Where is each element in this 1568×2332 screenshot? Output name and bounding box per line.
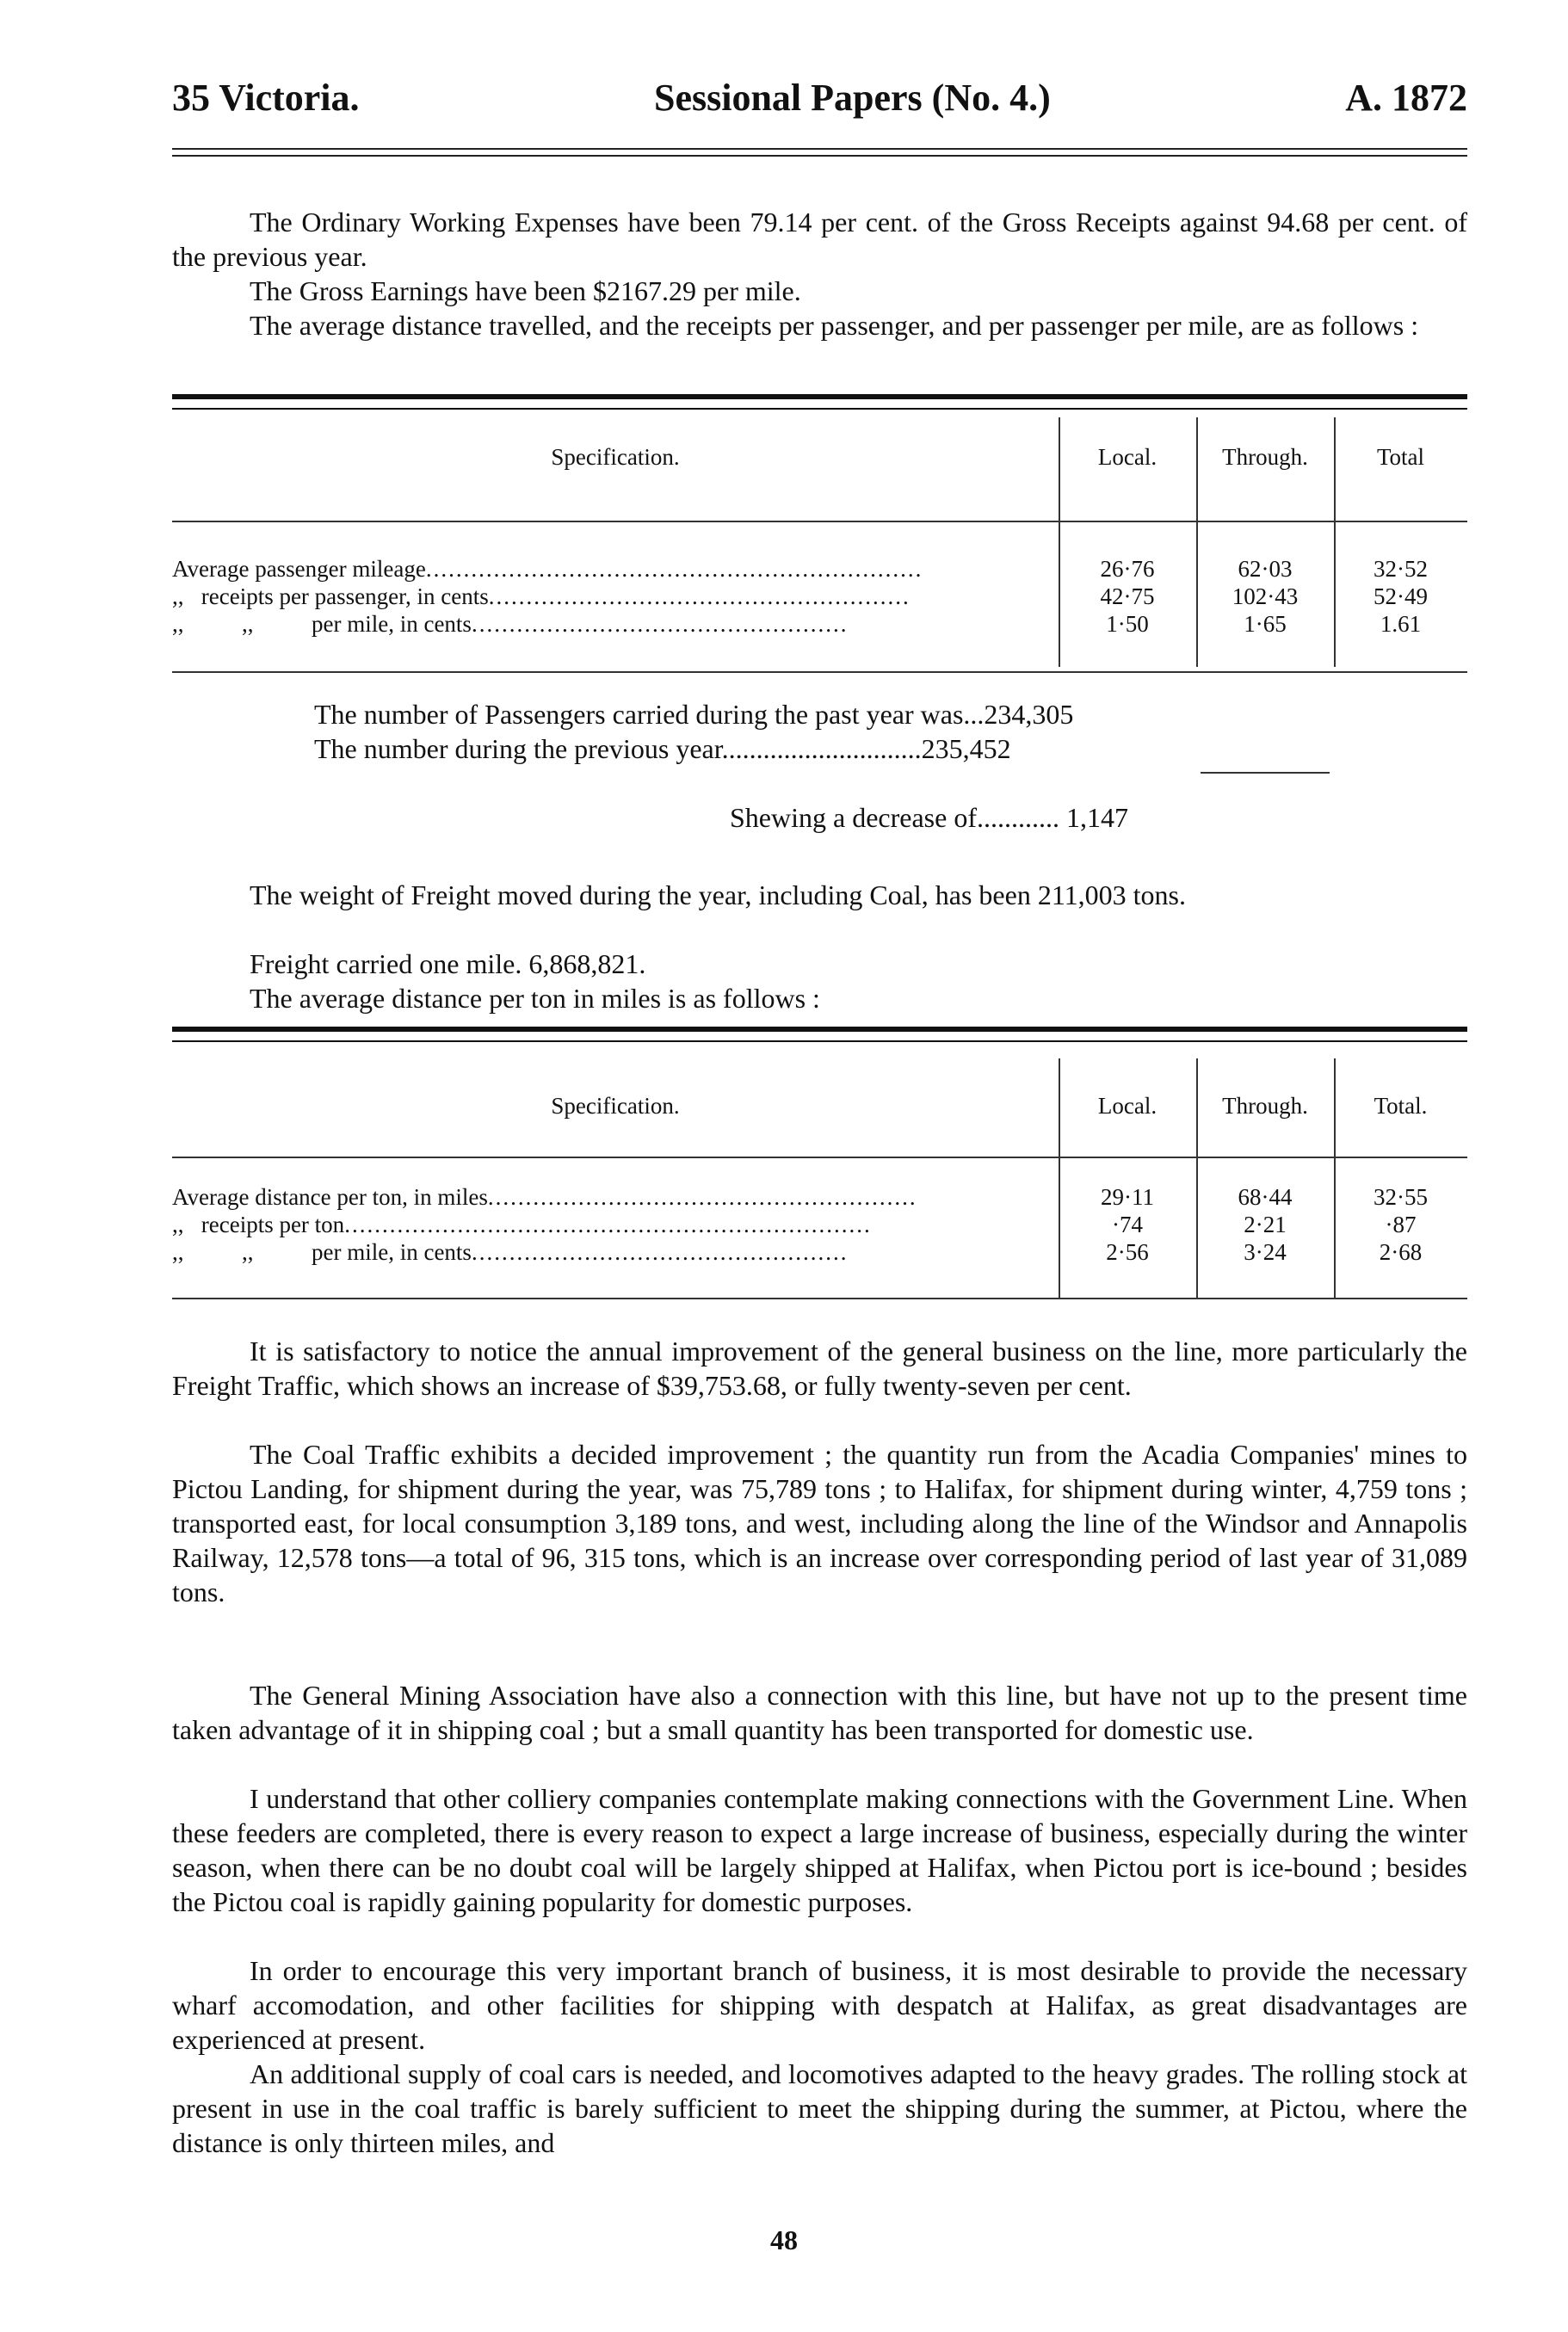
cell-total: 2·68 <box>1379 1239 1423 1265</box>
table1-header-rule-nums <box>1059 521 1467 522</box>
cell-total: 1.61 <box>1380 611 1422 637</box>
table2-top-rule <box>172 1027 1467 1042</box>
table-row: ,, ,, per mile, in cents.................................................. 1·50 1·65 1.61 <box>172 610 1467 638</box>
paragraph-coal-traffic: The Coal Traffic exhibits a decided improvement ; the quantity run from the Acadia Companies' mines to Pictou Landing, for shipment during the year, was 75,789 tons ; to Halifax, for shipment during winter, 4,759 tons ; transported east, for local consumption 3,189 tons, and west, including along the line of the Windsor and Annapolis Railway, 12,578 tons—a total of 96, 315 tons, which is an increase over corresponding period of last year of 31,089 tons. <box>172 1439 1467 1607</box>
header-year: A. 1872 <box>1345 77 1467 119</box>
passengers-decrease-value: 1,147 <box>1065 802 1128 833</box>
paragraph-mining-association: The General Mining Association have also a connection with this line, but have not up to the present time taken advantage of it in shipping coal ; but a small quantity has been transported for domestic use. <box>172 1680 1467 1745</box>
table-row: ,, receipts per ton...................................................................... ·74 2·21 ·87 <box>172 1211 1467 1238</box>
table1-header-rule <box>172 521 1059 522</box>
table2-header-rule <box>172 1157 1467 1158</box>
paragraph-average-distance: The average distance travelled, and the receipts per passenger, and per passenger per mile, are as follows : <box>250 310 1419 341</box>
running-header <box>172 76 1467 120</box>
header-specification: Specification. <box>551 443 680 470</box>
cell-total: 52·49 <box>1374 583 1428 609</box>
passengers-decrease: Shewing a decrease of............ 1,147 <box>730 802 1128 833</box>
header-title: Sessional Papers (No. 4.) <box>653 77 1051 119</box>
table-row: Average distance per ton, in miles......................................................... 29·11 68·44 32·55 <box>172 1183 1467 1211</box>
passenger-table <box>172 409 1467 637</box>
header-total: Total <box>1376 443 1425 470</box>
paragraph-freight-weight: The weight of Freight moved during the year, including Coal, has been 211,003 tons. <box>250 879 1186 910</box>
paragraph-gross-earnings: The Gross Earnings have been $2167.29 per mile. <box>250 275 801 306</box>
paragraph-working-expenses: The Ordinary Working Expenses have been 79.14 per cent. of the Gross Receipts against 94.68 per cent. of the previous year. <box>172 207 1467 272</box>
cell-local: 26·76 <box>1100 556 1155 582</box>
row-label: Average passenger mileage <box>172 556 426 582</box>
cell-total: 32·52 <box>1374 556 1428 582</box>
cell-local: 42·75 <box>1100 583 1155 609</box>
header-local: Local. <box>1097 1092 1157 1119</box>
paragraph-wharf-accommodation: In order to encourage this very important branch of business, it is most desirable to provide the necessary wharf accomodation, and other facilities for shipping with despatch at Halifax, as great disadvantages are experienced at present. <box>172 1955 1467 2055</box>
table-row: ,, ,, per mile, in cents.................................................. 2·56 3·24 2·68 <box>172 1238 1467 1266</box>
row-label: ,, receipts per passenger, in cents <box>172 583 489 609</box>
table2-bottom-rule <box>172 1298 1467 1299</box>
cell-through: 2·21 <box>1244 1212 1287 1237</box>
header-rule <box>172 148 1467 157</box>
cell-through: 3·24 <box>1244 1239 1287 1265</box>
header-specification: Specification. <box>551 1092 680 1119</box>
paragraph-freight-average: The average distance per ton in miles is as follows : <box>250 983 820 1014</box>
cell-local: 29·11 <box>1101 1184 1154 1210</box>
passengers-current: The number of Passengers carried during the past year was...234,305 <box>314 699 1074 730</box>
passenger-table-header <box>172 409 1467 505</box>
header-through: Through. <box>1222 443 1308 470</box>
page-number: 48 <box>770 2224 798 2255</box>
table1-top-rule <box>172 394 1467 410</box>
passengers-previous-value: 235,452 <box>921 733 1011 764</box>
paragraph-colliery-companies: I understand that other colliery companies contemplate making connections with the Government Line. When these feeders are completed, there is every reason to expect a large increase of business, especially during the winter season, when there can be no doubt coal will be largely shipped at Halifax, when Pictou port is ice-bound ; besides the Pictou coal is rapidly gaining popularity for domestic purposes. <box>172 1783 1467 1917</box>
freight-table-header <box>172 1041 1467 1170</box>
sum-rule <box>1201 772 1330 774</box>
table1-bottom-rule <box>172 671 1467 673</box>
header-through: Through. <box>1222 1092 1308 1119</box>
cell-local: 2·56 <box>1106 1239 1149 1265</box>
passengers-current-value: 234,305 <box>984 699 1074 730</box>
header-local: Local. <box>1097 443 1157 470</box>
cell-local: 1·50 <box>1106 611 1149 637</box>
cell-total: ·87 <box>1385 1212 1417 1237</box>
row-label: ,, ,, per mile, in cents <box>172 611 472 637</box>
passengers-previous: The number during the previous year.............................235,452 <box>314 733 1011 764</box>
cell-through: 1·65 <box>1244 611 1287 637</box>
table-row: ,, receipts per passenger, in cents........................................................ 42·75 102·43 52·49 <box>172 583 1467 610</box>
paragraph-business-improvement: It is satisfactory to notice the annual improvement of the general business on the line, more particularly the Freight Traffic, which shows an increase of $39,753.68, or fully twenty-seven per cent. <box>172 1336 1467 1401</box>
freight-table <box>172 1041 1467 1265</box>
paragraph-freight-mile: Freight carried one mile. 6,868,821. <box>250 948 646 979</box>
row-label: Average distance per ton, in miles <box>172 1184 488 1210</box>
cell-through: 62·03 <box>1238 556 1293 582</box>
row-label: ,, receipts per ton <box>172 1212 345 1237</box>
row-label: ,, ,, per mile, in cents <box>172 1239 472 1265</box>
header-session: 35 Victoria. <box>172 77 360 119</box>
cell-through: 102·43 <box>1232 583 1299 609</box>
table-row: Average passenger mileage.................................................................. 26·76 62·03 32·52 <box>172 555 1467 583</box>
paragraph-coal-cars: An additional supply of coal cars is needed, and locomotives adapted to the heavy grades. The rolling stock at present in use in the coal traffic is barely sufficient to meet the shipping during the summer, at Pictou, where the distance is only thirteen miles, and <box>172 2058 1467 2158</box>
cell-local: ·74 <box>1112 1212 1143 1237</box>
cell-total: 32·55 <box>1374 1184 1428 1210</box>
header-total: Total. <box>1374 1092 1428 1119</box>
cell-through: 68·44 <box>1238 1184 1293 1210</box>
